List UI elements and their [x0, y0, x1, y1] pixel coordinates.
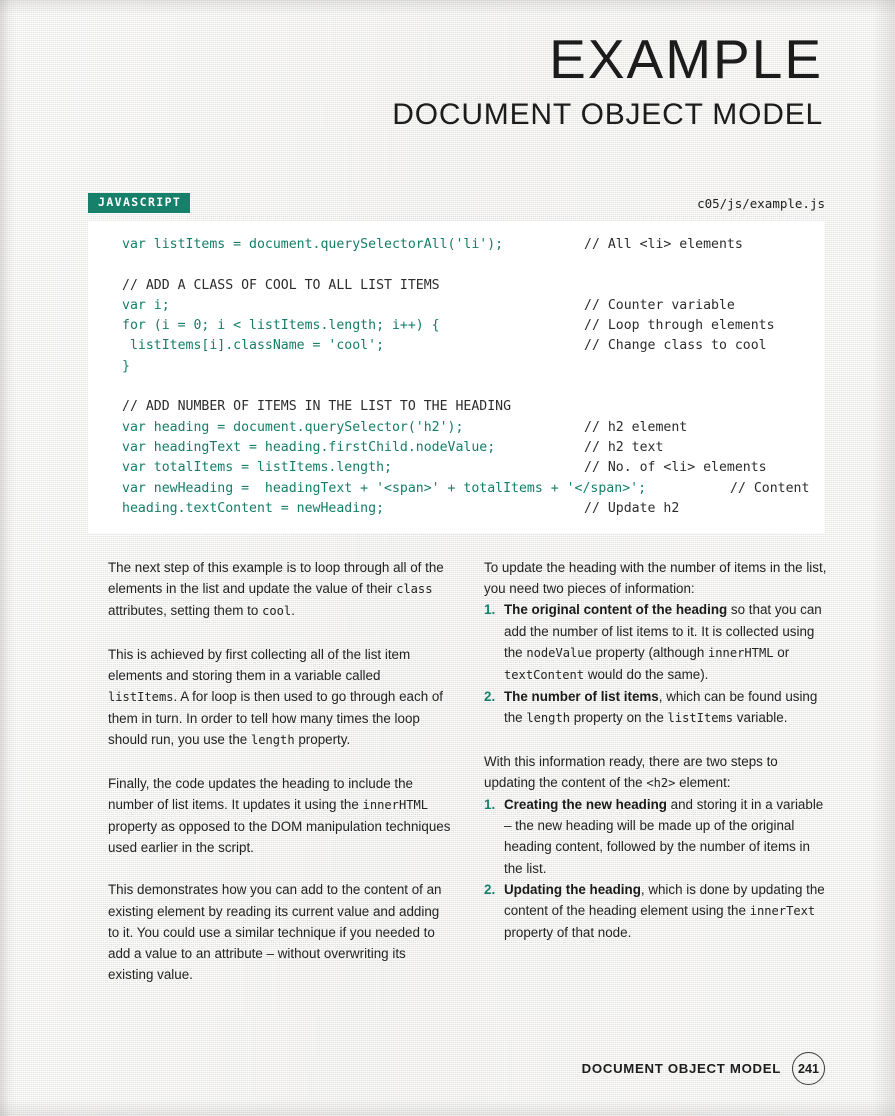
right-intro-2-text-a: With this information ready, there are two steps to updating the content of the	[484, 753, 778, 790]
language-badge: JAVASCRIPT	[88, 193, 190, 213]
code-line	[88, 418, 825, 438]
code-line	[88, 377, 825, 397]
code-line-comment: // Loop through elements	[584, 318, 775, 334]
code-line-source: // ADD A CLASS OF COOL TO ALL LIST ITEMS	[122, 277, 440, 293]
code-line-comment: // All <li> elements	[584, 237, 743, 252]
code-line-comment: // h2 element	[584, 419, 688, 435]
code-line-source: var headingText = heading.firstChild.nodeValue;	[122, 439, 496, 455]
list-item-bold-lead: Creating the new heading	[504, 797, 667, 813]
list-item-code-1: innerText	[749, 904, 816, 919]
code-line-source: // ADD NUMBER OF ITEMS IN THE LIST TO THE HEADING	[122, 399, 512, 415]
code-line	[88, 296, 825, 316]
code-line-comment: // Content	[730, 480, 810, 496]
paragraph-1-text-a: The next step of this example is to loop through all of the elements in the list and update the value of their	[108, 560, 444, 597]
code-filename-label: c05/js/example.js	[697, 196, 825, 211]
list-item-bold-lead: The original content of the heading	[504, 602, 728, 618]
list-item-text-a: , which is done by updating the content of the heading element using the	[504, 881, 825, 919]
list-item-text-c: or	[773, 644, 790, 660]
page-number-badge: 241	[792, 1052, 825, 1085]
code-line-source: }	[122, 358, 130, 374]
list-item	[484, 879, 829, 944]
paragraph-4: This demonstrates how you can add to the content of an existing element by reading its current value and adding to it. You could use a similar technique if you needed to add a value to an attribute – without overwriting its existing value.	[108, 882, 442, 983]
code-line-source: listItems[i].className = 'cool';	[122, 338, 385, 354]
right-intro-2	[484, 751, 829, 794]
footer-chapter-label: DOCUMENT OBJECT MODEL	[581, 1061, 781, 1076]
list-item-text-a: so that you can add the number of list items to it. It is collected using the	[504, 602, 822, 660]
paragraph-2-text-b: . A for loop is then used to go through each of them in turn. In order to tell how many times the loop should run, you use the	[108, 689, 444, 748]
code-line-comment: // h2 text	[584, 439, 664, 455]
code-line-source: for (i = 0; i < listItems.length; i++) {	[122, 318, 440, 334]
paragraph-2-code-1: listItems	[108, 690, 174, 705]
code-line	[88, 438, 825, 458]
paragraph-1-text-c: .	[291, 603, 295, 619]
list-item-code-2: innerHTML	[708, 645, 774, 660]
code-line-source: heading.textContent = newHeading;	[122, 500, 385, 516]
code-line-comment: // No. of <li> elements	[584, 460, 767, 476]
list-item-bold-lead: Updating the heading	[504, 881, 641, 897]
code-line-comment: // Change class to cool	[584, 338, 767, 354]
body-left-column	[108, 557, 453, 1006]
list-item-text-b: property on the	[570, 710, 668, 726]
page-title: EXAMPLE	[549, 28, 823, 90]
right-intro-2-text-b: element:	[675, 774, 731, 790]
code-line	[88, 357, 825, 377]
page-header	[392, 28, 823, 131]
paragraph-3-code-1: innerHTML	[362, 797, 429, 812]
page-subtitle: DOCUMENT OBJECT MODEL	[392, 98, 823, 131]
code-example-block	[88, 193, 825, 533]
code-listing	[88, 221, 825, 533]
ordered-list-1	[484, 599, 829, 729]
list-item-text-a: and storing it in a variable – the new heading will be made up of the original heading content, followed by the number of items in the list.	[504, 797, 824, 876]
code-block-header	[88, 193, 825, 215]
code-line	[88, 458, 825, 478]
page-right-shadow	[873, 0, 895, 1116]
paragraph-3-text-a: Finally, the code updates the heading to include the number of list items. It updates it using the	[108, 775, 413, 812]
paragraph-3-text-b: property as opposed to the DOM manipulation techniques used earlier in the script.	[108, 819, 451, 856]
code-line	[88, 336, 825, 356]
paragraph-2	[108, 644, 453, 752]
paragraph-2-text-c: property.	[294, 732, 351, 748]
list-item-text-d: would do the same).	[584, 667, 709, 683]
list-item-number: 2.	[484, 689, 496, 705]
list-item-code-2: listItems	[667, 711, 734, 726]
code-line	[88, 255, 825, 275]
right-intro-1: To update the heading with the number of items in the list, you need two pieces of information:	[484, 560, 827, 597]
body-right-column	[484, 557, 829, 964]
code-line-source: var newHeading = headingText + '<span>' + totalItems + '</span>';	[122, 480, 647, 496]
code-line	[88, 397, 825, 417]
paragraph-1-code-1: class	[396, 582, 433, 597]
list-item-code-3: textContent	[504, 668, 585, 683]
paragraph-1	[108, 557, 453, 623]
code-line-comment: // Update h2	[584, 500, 680, 516]
page-gutter-shadow	[0, 0, 16, 1116]
code-line-source: var heading = document.querySelector('h2');	[122, 419, 464, 435]
code-line-source: var totalItems = listItems.length;	[122, 460, 392, 476]
paragraph-3	[108, 773, 453, 859]
list-item-code-1: length	[526, 711, 571, 726]
page-footer	[582, 1052, 825, 1085]
list-item-bold-lead: The number of list items	[504, 689, 659, 705]
code-line-comment: // Counter variable	[584, 297, 735, 313]
code-line-source: var i;	[122, 297, 170, 313]
code-line	[88, 276, 825, 296]
right-intro-2-code: <h2>	[646, 775, 676, 790]
list-item	[484, 794, 829, 879]
list-item-text-b: property of that node.	[504, 925, 632, 941]
list-item-text-b: property (although	[591, 644, 708, 660]
paragraph-1-text-b: attributes, setting them to	[108, 603, 263, 619]
list-item-text-c: variable.	[733, 710, 788, 726]
page-top-shading	[0, 0, 895, 14]
paragraph-1-code-2: cool	[262, 604, 292, 619]
paragraph-2-code-2: length	[250, 733, 295, 748]
code-line	[88, 479, 825, 499]
ordered-list-2	[484, 794, 829, 943]
list-item-text-a: , which can be found using the	[504, 689, 818, 726]
code-line	[88, 235, 825, 255]
list-item-code-1: nodeValue	[526, 645, 592, 660]
code-line-source: var listItems = document.querySelectorAll('li');	[122, 237, 504, 252]
list-item-number: 1.	[484, 602, 496, 618]
list-item-number: 1.	[484, 797, 496, 813]
code-line	[88, 316, 825, 336]
list-item	[484, 686, 829, 729]
paragraph-2-text-a: This is achieved by first collecting all of the list item elements and storing them in a variable called	[108, 646, 411, 683]
page-bottom-shading	[0, 1100, 895, 1116]
list-item	[484, 599, 829, 686]
list-item-number: 2.	[484, 881, 496, 897]
code-line	[88, 499, 825, 519]
